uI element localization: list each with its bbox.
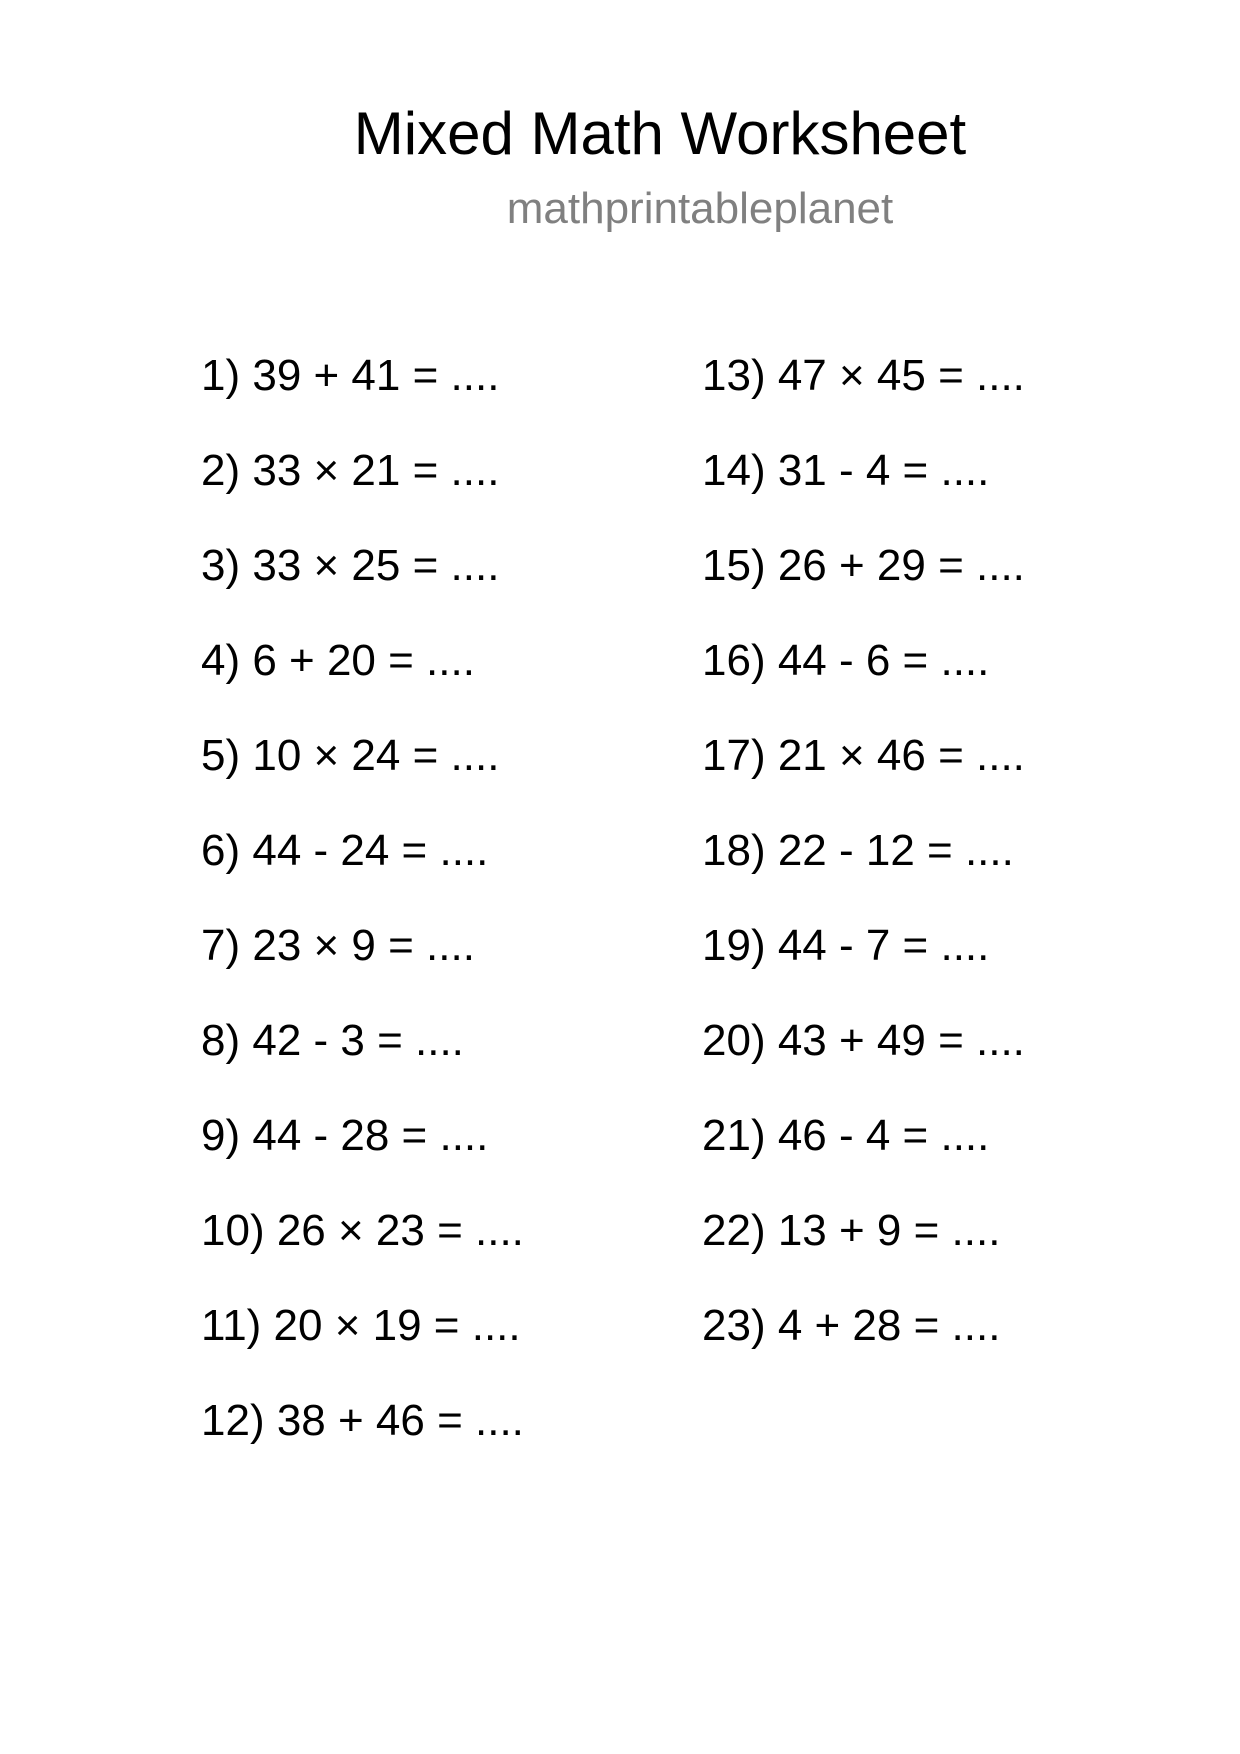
problem-item: 19) 44 - 7 = ....: [702, 921, 990, 970]
problem-item: 11) 20 × 19 = ....: [201, 1301, 521, 1350]
problem-item: 12) 38 + 46 = ....: [201, 1396, 524, 1445]
problem-item: 20) 43 + 49 = ....: [702, 1016, 1025, 1065]
problem-item: 15) 26 + 29 = ....: [702, 541, 1025, 590]
problem-item: 2) 33 × 21 = ....: [201, 446, 500, 495]
problem-item: 1) 39 + 41 = ....: [201, 351, 500, 400]
worksheet-title: Mixed Math Worksheet: [353, 100, 967, 167]
problem-item: 4) 6 + 20 = ....: [201, 636, 475, 685]
problem-item: 13) 47 × 45 = ....: [702, 351, 1025, 400]
problem-item: 9) 44 - 28 = ....: [201, 1111, 489, 1160]
problem-item: 23) 4 + 28 = ....: [702, 1301, 1001, 1350]
problem-item: 3) 33 × 25 = ....: [201, 541, 500, 590]
problem-item: 6) 44 - 24 = ....: [201, 826, 489, 875]
problem-item: 10) 26 × 23 = ....: [201, 1206, 524, 1255]
problem-item: 14) 31 - 4 = ....: [702, 446, 990, 495]
worksheet-source: mathprintableplanet: [506, 184, 894, 233]
problem-item: 16) 44 - 6 = ....: [702, 636, 990, 685]
problem-item: 18) 22 - 12 = ....: [702, 826, 1014, 875]
problem-column-left: [201, 350, 524, 1490]
problem-column-right: [702, 350, 1025, 1395]
problem-item: 22) 13 + 9 = ....: [702, 1206, 1001, 1255]
problem-item: 21) 46 - 4 = ....: [702, 1111, 990, 1160]
problem-item: 5) 10 × 24 = ....: [201, 731, 500, 780]
problem-item: 8) 42 - 3 = ....: [201, 1016, 464, 1065]
problem-item: 17) 21 × 46 = ....: [702, 731, 1025, 780]
problem-item: 7) 23 × 9 = ....: [201, 921, 475, 970]
